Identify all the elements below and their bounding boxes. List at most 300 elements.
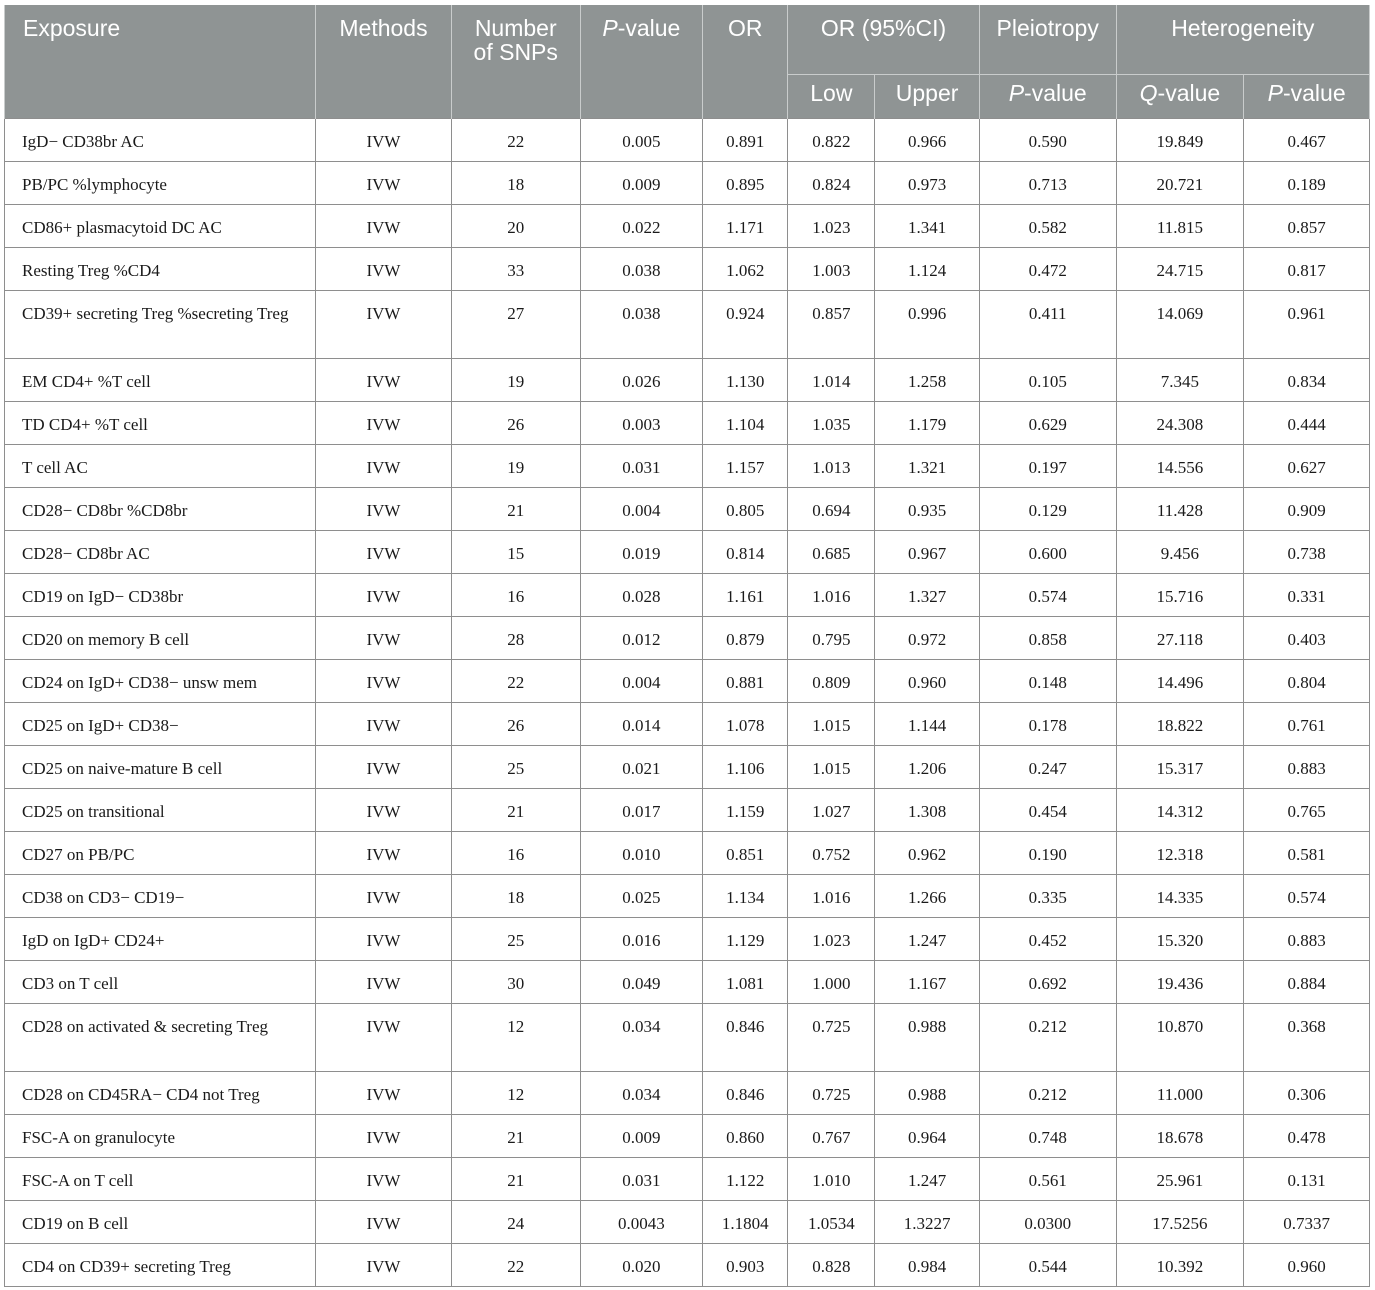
cell-ci-low: 0.809	[788, 659, 875, 702]
cell-ci-low: 0.752	[788, 831, 875, 874]
cell-heterogeneity-p-value: 0.857	[1244, 204, 1370, 247]
cell-or: 1.129	[703, 917, 788, 960]
cell-p-value: 0.005	[580, 118, 703, 161]
cell-ci-upper: 1.206	[875, 745, 979, 788]
cell-q-value: 27.118	[1116, 616, 1244, 659]
cell-exposure: CD19 on IgD− CD38br	[5, 573, 316, 616]
cell-pleiotropy-p-value: 0.335	[979, 874, 1116, 917]
table-row	[5, 831, 1370, 874]
cell-or: 1.062	[703, 247, 788, 290]
cell-number-of-snps: 12	[451, 1071, 580, 1114]
cell-ci-low: 0.828	[788, 1243, 875, 1286]
cell-q-value: 19.436	[1116, 960, 1244, 1003]
cell-heterogeneity-p-value: 0.131	[1244, 1157, 1370, 1200]
cell-ci-upper: 0.996	[875, 290, 979, 358]
cell-p-value: 0.004	[580, 659, 703, 702]
cell-q-value: 15.320	[1116, 917, 1244, 960]
table-row	[5, 960, 1370, 1003]
table-body	[5, 118, 1370, 1286]
cell-method: IVW	[316, 1157, 452, 1200]
cell-method: IVW	[316, 960, 452, 1003]
cell-ci-upper: 1.327	[875, 573, 979, 616]
cell-pleiotropy-p-value: 0.454	[979, 788, 1116, 831]
cell-method: IVW	[316, 917, 452, 960]
header-pleiotropy: Pleiotropy	[979, 5, 1116, 74]
cell-p-value: 0.049	[580, 960, 703, 1003]
cell-or: 1.130	[703, 358, 788, 401]
cell-pleiotropy-p-value: 0.574	[979, 573, 1116, 616]
cell-method: IVW	[316, 659, 452, 702]
cell-or: 0.891	[703, 118, 788, 161]
cell-heterogeneity-p-value: 0.627	[1244, 444, 1370, 487]
cell-ci-low: 0.824	[788, 161, 875, 204]
cell-ci-low: 1.027	[788, 788, 875, 831]
cell-p-value: 0.0043	[580, 1200, 703, 1243]
cell-ci-low: 0.694	[788, 487, 875, 530]
cell-exposure: IgD on IgD+ CD24+	[5, 917, 316, 960]
table-row	[5, 487, 1370, 530]
cell-method: IVW	[316, 247, 452, 290]
cell-ci-upper: 1.308	[875, 788, 979, 831]
cell-ci-upper: 0.972	[875, 616, 979, 659]
cell-heterogeneity-p-value: 0.817	[1244, 247, 1370, 290]
cell-p-value: 0.010	[580, 831, 703, 874]
cell-heterogeneity-p-value: 0.444	[1244, 401, 1370, 444]
cell-exposure: CD25 on IgD+ CD38−	[5, 702, 316, 745]
cell-method: IVW	[316, 874, 452, 917]
cell-pleiotropy-p-value: 0.472	[979, 247, 1116, 290]
cell-exposure: IgD− CD38br AC	[5, 118, 316, 161]
cell-q-value: 14.556	[1116, 444, 1244, 487]
table-row	[5, 1200, 1370, 1243]
cell-heterogeneity-p-value: 0.761	[1244, 702, 1370, 745]
cell-method: IVW	[316, 161, 452, 204]
cell-pleiotropy-p-value: 0.212	[979, 1071, 1116, 1114]
cell-number-of-snps: 18	[451, 161, 580, 204]
table-row	[5, 745, 1370, 788]
cell-ci-upper: 1.266	[875, 874, 979, 917]
cell-q-value: 11.000	[1116, 1071, 1244, 1114]
cell-or: 1.1804	[703, 1200, 788, 1243]
cell-heterogeneity-p-value: 0.834	[1244, 358, 1370, 401]
cell-q-value: 18.822	[1116, 702, 1244, 745]
cell-heterogeneity-p-value: 0.331	[1244, 573, 1370, 616]
cell-p-value: 0.025	[580, 874, 703, 917]
cell-or: 1.081	[703, 960, 788, 1003]
cell-p-value: 0.034	[580, 1071, 703, 1114]
cell-ci-upper: 1.124	[875, 247, 979, 290]
cell-ci-low: 0.767	[788, 1114, 875, 1157]
cell-method: IVW	[316, 1243, 452, 1286]
cell-pleiotropy-p-value: 0.129	[979, 487, 1116, 530]
cell-p-value: 0.019	[580, 530, 703, 573]
cell-heterogeneity-p-value: 0.883	[1244, 917, 1370, 960]
cell-p-value: 0.012	[580, 616, 703, 659]
table-row	[5, 401, 1370, 444]
cell-ci-low: 1.014	[788, 358, 875, 401]
cell-exposure: CD25 on transitional	[5, 788, 316, 831]
cell-exposure: EM CD4+ %T cell	[5, 358, 316, 401]
cell-q-value: 18.678	[1116, 1114, 1244, 1157]
cell-method: IVW	[316, 831, 452, 874]
table-row	[5, 530, 1370, 573]
cell-or: 0.846	[703, 1003, 788, 1071]
cell-ci-upper: 1.179	[875, 401, 979, 444]
cell-p-value: 0.014	[580, 702, 703, 745]
cell-method: IVW	[316, 290, 452, 358]
cell-exposure: FSC-A on T cell	[5, 1157, 316, 1200]
header-pleiotropy-p-value	[979, 74, 1116, 118]
header-or-95ci: OR (95%CI)	[788, 5, 980, 74]
cell-number-of-snps: 22	[451, 1243, 580, 1286]
cell-exposure: TD CD4+ %T cell	[5, 401, 316, 444]
cell-or: 0.851	[703, 831, 788, 874]
cell-ci-low: 1.000	[788, 960, 875, 1003]
cell-method: IVW	[316, 702, 452, 745]
cell-q-value: 11.428	[1116, 487, 1244, 530]
cell-q-value: 15.716	[1116, 573, 1244, 616]
cell-method: IVW	[316, 788, 452, 831]
cell-q-value: 11.815	[1116, 204, 1244, 247]
cell-number-of-snps: 25	[451, 745, 580, 788]
cell-method: IVW	[316, 487, 452, 530]
cell-number-of-snps: 21	[451, 1114, 580, 1157]
header-q-value	[1116, 74, 1244, 118]
cell-pleiotropy-p-value: 0.748	[979, 1114, 1116, 1157]
cell-method: IVW	[316, 358, 452, 401]
cell-ci-low: 0.822	[788, 118, 875, 161]
cell-exposure: CD24 on IgD+ CD38− unsw mem	[5, 659, 316, 702]
cell-ci-upper: 0.966	[875, 118, 979, 161]
table-row	[5, 290, 1370, 358]
header-het-p-rest: -value	[1282, 79, 1346, 106]
cell-heterogeneity-p-value: 0.189	[1244, 161, 1370, 204]
cell-pleiotropy-p-value: 0.148	[979, 659, 1116, 702]
cell-number-of-snps: 21	[451, 1157, 580, 1200]
cell-or: 0.814	[703, 530, 788, 573]
cell-or: 1.104	[703, 401, 788, 444]
cell-ci-low: 1.015	[788, 702, 875, 745]
cell-ci-upper: 0.988	[875, 1003, 979, 1071]
cell-q-value: 14.069	[1116, 290, 1244, 358]
cell-number-of-snps: 21	[451, 487, 580, 530]
cell-heterogeneity-p-value: 0.738	[1244, 530, 1370, 573]
cell-ci-low: 0.725	[788, 1003, 875, 1071]
header-or: OR	[703, 5, 788, 118]
cell-heterogeneity-p-value: 0.7337	[1244, 1200, 1370, 1243]
table-row	[5, 573, 1370, 616]
cell-ci-upper: 1.167	[875, 960, 979, 1003]
cell-method: IVW	[316, 745, 452, 788]
cell-p-value: 0.028	[580, 573, 703, 616]
cell-exposure: Resting Treg %CD4	[5, 247, 316, 290]
cell-p-value: 0.004	[580, 487, 703, 530]
header-q-rest: -value	[1157, 79, 1221, 106]
cell-number-of-snps: 19	[451, 358, 580, 401]
table-row	[5, 358, 1370, 401]
cell-or: 0.805	[703, 487, 788, 530]
cell-pleiotropy-p-value: 0.247	[979, 745, 1116, 788]
cell-pleiotropy-p-value: 0.582	[979, 204, 1116, 247]
table-row	[5, 161, 1370, 204]
cell-q-value: 10.392	[1116, 1243, 1244, 1286]
cell-exposure: CD4 on CD39+ secreting Treg	[5, 1243, 316, 1286]
table-row	[5, 1071, 1370, 1114]
cell-heterogeneity-p-value: 0.306	[1244, 1071, 1370, 1114]
cell-ci-upper: 1.144	[875, 702, 979, 745]
cell-ci-low: 1.0534	[788, 1200, 875, 1243]
cell-exposure: CD28 on activated & secreting Treg	[5, 1003, 316, 1071]
cell-ci-low: 1.015	[788, 745, 875, 788]
cell-number-of-snps: 26	[451, 702, 580, 745]
cell-number-of-snps: 21	[451, 788, 580, 831]
cell-pleiotropy-p-value: 0.212	[979, 1003, 1116, 1071]
cell-or: 1.157	[703, 444, 788, 487]
cell-or: 1.171	[703, 204, 788, 247]
cell-heterogeneity-p-value: 0.478	[1244, 1114, 1370, 1157]
cell-q-value: 15.317	[1116, 745, 1244, 788]
cell-method: IVW	[316, 118, 452, 161]
cell-ci-upper: 0.984	[875, 1243, 979, 1286]
cell-heterogeneity-p-value: 0.368	[1244, 1003, 1370, 1071]
cell-ci-upper: 0.962	[875, 831, 979, 874]
table-row	[5, 247, 1370, 290]
cell-or: 1.134	[703, 874, 788, 917]
table-row	[5, 1243, 1370, 1286]
cell-q-value: 9.456	[1116, 530, 1244, 573]
table-row	[5, 702, 1370, 745]
cell-heterogeneity-p-value: 0.960	[1244, 1243, 1370, 1286]
table-row	[5, 1157, 1370, 1200]
cell-heterogeneity-p-value: 0.883	[1244, 745, 1370, 788]
cell-heterogeneity-p-value: 0.804	[1244, 659, 1370, 702]
cell-method: IVW	[316, 1114, 452, 1157]
table-row	[5, 118, 1370, 161]
table-row	[5, 788, 1370, 831]
table-row	[5, 1114, 1370, 1157]
cell-p-value: 0.017	[580, 788, 703, 831]
header-p-value	[580, 5, 703, 118]
cell-pleiotropy-p-value: 0.452	[979, 917, 1116, 960]
cell-p-value: 0.022	[580, 204, 703, 247]
cell-ci-upper: 1.247	[875, 1157, 979, 1200]
cell-ci-upper: 0.973	[875, 161, 979, 204]
cell-pleiotropy-p-value: 0.544	[979, 1243, 1116, 1286]
cell-p-value: 0.003	[580, 401, 703, 444]
cell-ci-upper: 0.988	[875, 1071, 979, 1114]
cell-q-value: 14.312	[1116, 788, 1244, 831]
cell-q-value: 14.496	[1116, 659, 1244, 702]
cell-heterogeneity-p-value: 0.574	[1244, 874, 1370, 917]
cell-q-value: 25.961	[1116, 1157, 1244, 1200]
cell-exposure: PB/PC %lymphocyte	[5, 161, 316, 204]
cell-or: 1.122	[703, 1157, 788, 1200]
cell-p-value: 0.038	[580, 290, 703, 358]
cell-or: 0.924	[703, 290, 788, 358]
cell-heterogeneity-p-value: 0.403	[1244, 616, 1370, 659]
cell-method: IVW	[316, 1071, 452, 1114]
cell-p-value: 0.038	[580, 247, 703, 290]
cell-number-of-snps: 20	[451, 204, 580, 247]
cell-exposure: CD86+ plasmacytoid DC AC	[5, 204, 316, 247]
table-row	[5, 204, 1370, 247]
cell-q-value: 12.318	[1116, 831, 1244, 874]
cell-or: 0.846	[703, 1071, 788, 1114]
cell-p-value: 0.020	[580, 1243, 703, 1286]
cell-number-of-snps: 18	[451, 874, 580, 917]
cell-method: IVW	[316, 573, 452, 616]
table-row	[5, 444, 1370, 487]
cell-ci-upper: 1.341	[875, 204, 979, 247]
cell-q-value: 24.308	[1116, 401, 1244, 444]
cell-or: 0.895	[703, 161, 788, 204]
header-pleio-p-italic: P	[1008, 79, 1025, 106]
cell-ci-low: 1.023	[788, 204, 875, 247]
cell-ci-low: 1.023	[788, 917, 875, 960]
cell-exposure: CD19 on B cell	[5, 1200, 316, 1243]
cell-method: IVW	[316, 1003, 452, 1071]
cell-or: 1.106	[703, 745, 788, 788]
cell-exposure: CD28− CD8br %CD8br	[5, 487, 316, 530]
cell-exposure: CD38 on CD3− CD19−	[5, 874, 316, 917]
cell-pleiotropy-p-value: 0.197	[979, 444, 1116, 487]
cell-p-value: 0.009	[580, 1114, 703, 1157]
cell-method: IVW	[316, 401, 452, 444]
cell-ci-upper: 0.964	[875, 1114, 979, 1157]
cell-number-of-snps: 30	[451, 960, 580, 1003]
cell-method: IVW	[316, 530, 452, 573]
cell-ci-upper: 0.967	[875, 530, 979, 573]
cell-q-value: 19.849	[1116, 118, 1244, 161]
cell-number-of-snps: 28	[451, 616, 580, 659]
cell-exposure: CD27 on PB/PC	[5, 831, 316, 874]
header-methods: Methods	[316, 5, 452, 118]
cell-number-of-snps: 16	[451, 831, 580, 874]
cell-pleiotropy-p-value: 0.600	[979, 530, 1116, 573]
results-table	[4, 5, 1370, 1287]
cell-method: IVW	[316, 204, 452, 247]
cell-ci-low: 0.857	[788, 290, 875, 358]
cell-number-of-snps: 22	[451, 659, 580, 702]
results-table-container	[4, 5, 1370, 1287]
cell-ci-low: 1.016	[788, 874, 875, 917]
cell-pleiotropy-p-value: 0.178	[979, 702, 1116, 745]
cell-number-of-snps: 24	[451, 1200, 580, 1243]
cell-p-value: 0.034	[580, 1003, 703, 1071]
cell-number-of-snps: 33	[451, 247, 580, 290]
cell-or: 0.903	[703, 1243, 788, 1286]
cell-heterogeneity-p-value: 0.909	[1244, 487, 1370, 530]
cell-ci-upper: 0.960	[875, 659, 979, 702]
cell-ci-low: 1.003	[788, 247, 875, 290]
cell-or: 0.860	[703, 1114, 788, 1157]
cell-pleiotropy-p-value: 0.713	[979, 161, 1116, 204]
header-snps-line1: Number	[474, 15, 557, 41]
cell-or: 1.159	[703, 788, 788, 831]
table-header	[5, 5, 1370, 118]
cell-number-of-snps: 26	[451, 401, 580, 444]
cell-pleiotropy-p-value: 0.0300	[979, 1200, 1116, 1243]
table-row	[5, 659, 1370, 702]
cell-exposure: FSC-A on granulocyte	[5, 1114, 316, 1157]
cell-heterogeneity-p-value: 0.765	[1244, 788, 1370, 831]
header-heterogeneity: Heterogeneity	[1116, 5, 1369, 74]
header-snps-line2: of SNPs	[473, 39, 558, 65]
cell-p-value: 0.031	[580, 1157, 703, 1200]
cell-heterogeneity-p-value: 0.581	[1244, 831, 1370, 874]
cell-ci-upper: 1.247	[875, 917, 979, 960]
cell-q-value: 14.335	[1116, 874, 1244, 917]
cell-ci-low: 1.035	[788, 401, 875, 444]
cell-or: 1.161	[703, 573, 788, 616]
cell-ci-low: 0.685	[788, 530, 875, 573]
cell-number-of-snps: 27	[451, 290, 580, 358]
table-row	[5, 1003, 1370, 1071]
cell-number-of-snps: 12	[451, 1003, 580, 1071]
cell-number-of-snps: 25	[451, 917, 580, 960]
cell-or: 0.881	[703, 659, 788, 702]
cell-or: 0.879	[703, 616, 788, 659]
cell-ci-low: 0.795	[788, 616, 875, 659]
cell-pleiotropy-p-value: 0.590	[979, 118, 1116, 161]
cell-p-value: 0.009	[580, 161, 703, 204]
cell-pleiotropy-p-value: 0.858	[979, 616, 1116, 659]
cell-exposure: T cell AC	[5, 444, 316, 487]
header-number-of-snps	[451, 5, 580, 118]
cell-exposure: CD25 on naive-mature B cell	[5, 745, 316, 788]
cell-q-value: 7.345	[1116, 358, 1244, 401]
table-row	[5, 917, 1370, 960]
cell-exposure: CD39+ secreting Treg %secreting Treg	[5, 290, 316, 358]
cell-p-value: 0.016	[580, 917, 703, 960]
header-het-p-value	[1244, 74, 1370, 118]
cell-ci-low: 1.016	[788, 573, 875, 616]
cell-q-value: 20.721	[1116, 161, 1244, 204]
cell-pleiotropy-p-value: 0.629	[979, 401, 1116, 444]
header-exposure: Exposure	[5, 5, 316, 118]
cell-or: 1.078	[703, 702, 788, 745]
header-het-p-italic: P	[1267, 79, 1283, 106]
cell-ci-low: 1.010	[788, 1157, 875, 1200]
cell-ci-upper: 1.321	[875, 444, 979, 487]
cell-pleiotropy-p-value: 0.190	[979, 831, 1116, 874]
cell-exposure: CD3 on T cell	[5, 960, 316, 1003]
cell-number-of-snps: 22	[451, 118, 580, 161]
cell-ci-low: 1.013	[788, 444, 875, 487]
cell-ci-upper: 1.258	[875, 358, 979, 401]
cell-number-of-snps: 19	[451, 444, 580, 487]
cell-ci-upper: 1.3227	[875, 1200, 979, 1243]
cell-heterogeneity-p-value: 0.467	[1244, 118, 1370, 161]
cell-exposure: CD20 on memory B cell	[5, 616, 316, 659]
cell-ci-low: 0.725	[788, 1071, 875, 1114]
cell-p-value: 0.031	[580, 444, 703, 487]
cell-pleiotropy-p-value: 0.411	[979, 290, 1116, 358]
cell-p-value: 0.026	[580, 358, 703, 401]
table-row	[5, 616, 1370, 659]
header-pleio-p-rest: -value	[1024, 79, 1087, 106]
cell-ci-upper: 0.935	[875, 487, 979, 530]
cell-pleiotropy-p-value: 0.692	[979, 960, 1116, 1003]
cell-method: IVW	[316, 444, 452, 487]
header-low: Low	[788, 74, 875, 118]
cell-number-of-snps: 15	[451, 530, 580, 573]
cell-method: IVW	[316, 616, 452, 659]
cell-exposure: CD28− CD8br AC	[5, 530, 316, 573]
cell-exposure: CD28 on CD45RA− CD4 not Treg	[5, 1071, 316, 1114]
cell-heterogeneity-p-value: 0.961	[1244, 290, 1370, 358]
header-q-italic: Q	[1139, 79, 1158, 106]
